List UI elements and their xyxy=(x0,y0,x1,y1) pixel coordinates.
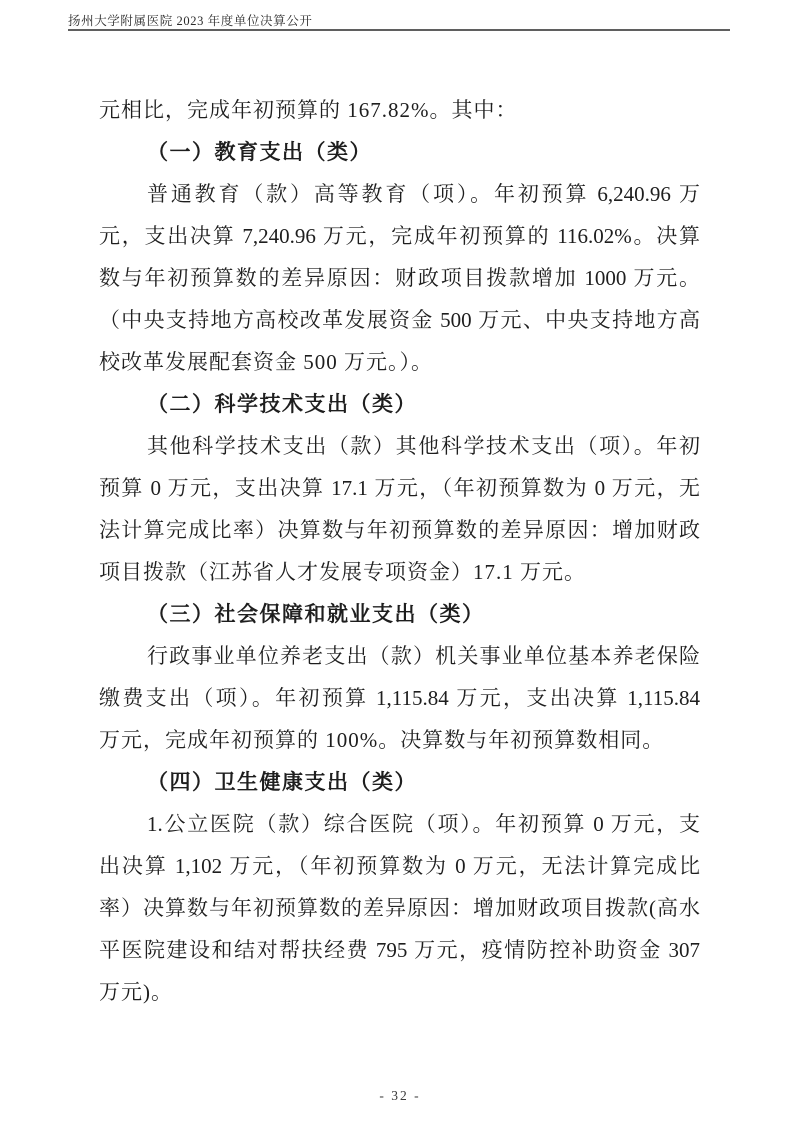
page-footer xyxy=(0,1088,800,1104)
body-line: 预算 0 万元，支出决算 17.1 万元，（年初预算数为 0 万元，无 xyxy=(99,476,700,500)
body-line: 项目拨款（江苏省人才发展专项资金）17.1 万元。 xyxy=(99,560,586,584)
header-rule xyxy=(68,29,730,31)
body-line: 数与年初预算数的差异原因：财政项目拨款增加 1000 万元。 xyxy=(99,266,700,290)
page-number: - 32 - xyxy=(379,1088,421,1103)
running-header-title: 扬州大学附属医院 2023 年度单位决算公开 xyxy=(68,14,313,28)
body-line: 普通教育（款）高等教育（项）。年初预算 6,240.96 万 xyxy=(147,182,700,206)
body-line: 元相比，完成年初预算的 167.82%。其中： xyxy=(99,98,518,122)
body-line: 1.公立医院（款）综合医院（项）。年初预算 0 万元，支 xyxy=(147,812,700,836)
body-line: 其他科学技术支出（款）其他科学技术支出（项）。年初 xyxy=(147,434,700,458)
body-line: 校改革发展配套资金 500 万元。）。 xyxy=(99,350,433,374)
section-heading: （四）卫生健康支出（类） xyxy=(147,770,417,794)
body-line: 万元，完成年初预算的 100%。决算数与年初预算数相同。 xyxy=(99,728,665,752)
body-line: 元，支出决算 7,240.96 万元，完成年初预算的 116.02%。决算 xyxy=(99,224,700,248)
body-line: 率）决算数与年初预算数的差异原因：增加财政项目拨款(高水 xyxy=(99,896,700,920)
section-heading: （一）教育支出（类） xyxy=(147,140,372,164)
section-heading: （二）科学技术支出（类） xyxy=(147,392,417,416)
body-line: 缴费支出（项）。年初预算 1,115.84 万元，支出决算 1,115.84 xyxy=(99,686,700,710)
body-line: 行政事业单位养老支出（款）机关事业单位基本养老保险 xyxy=(147,644,700,668)
body-line: （中央支持地方高校改革发展资金 500 万元、中央支持地方高 xyxy=(99,308,700,332)
body-line: 出决算 1,102 万元，（年初预算数为 0 万元，无法计算完成比 xyxy=(99,854,700,878)
body-line: 万元)。 xyxy=(99,980,173,1004)
section-heading: （三）社会保障和就业支出（类） xyxy=(147,602,485,626)
document-body xyxy=(99,89,700,1013)
body-line: 平医院建设和结对帮扶经费 795 万元，疫情防控补助资金 307 xyxy=(99,938,700,962)
body-line: 法计算完成比率）决算数与年初预算数的差异原因：增加财政 xyxy=(99,518,700,542)
